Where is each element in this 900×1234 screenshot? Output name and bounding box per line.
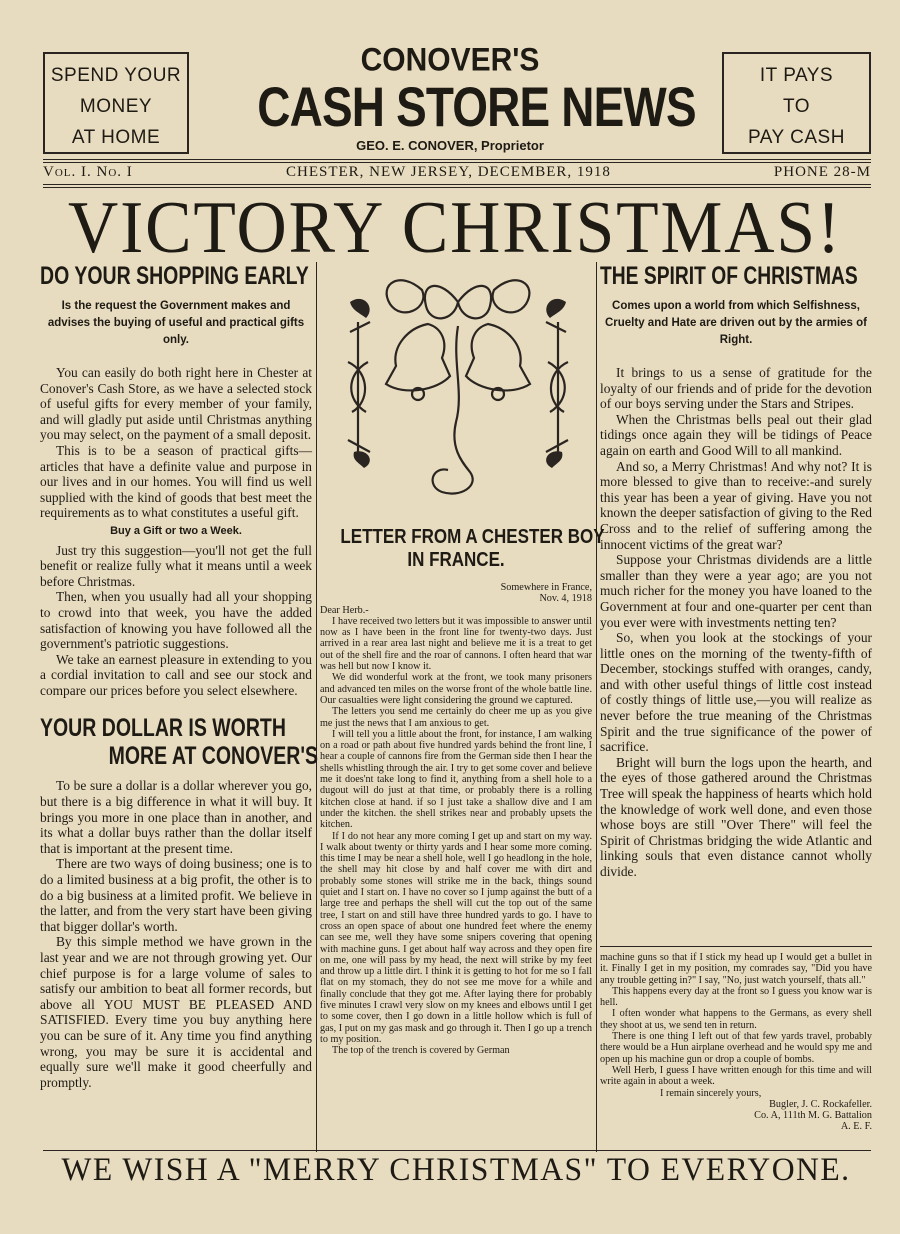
slogan-line: TO: [782, 96, 811, 117]
paragraph: Then, when you usually had all your shopping to crowd into that week, you have the added satisfaction of knowing you have followed all the government's patriotic suggestions.: [40, 589, 312, 652]
paragraph: So, when you look at the stockings of your little ones on the morning of the twenty-fifth of December, stockings stuffed with oranges, candy, and with other useful things of little cost instead of costly things of little use,—you will realize as never before the true meaning of the Christmas Spirit and the true significance of the power of sacrifice.: [600, 630, 872, 755]
article-body: [600, 365, 872, 880]
paragraph: It brings to us a sense of gratitude for the loyalty of our friends and of pride for the devotion of our boys serving under the Stars and Stripes.: [600, 365, 872, 412]
paragraph: When the Christmas bells peal out their glad tidings once again they will be tidings of Peace again on earth and Good Will to all mankind.: [600, 411, 872, 458]
place-date: CHESTER, NEW JERSEY, DECEMBER, 1918: [286, 164, 611, 180]
paragraph: Bright will burn the logs upon the hearth, and the eyes of those gathered around the Christmas Tree will speak the happiness of hearts which hold the knowledge of work well done, and even those whose boys are still "Over There" will feel the Spirit of Christmas bridging the wide Atlantic and linking souls that even distance cannot wholly divide.: [600, 754, 872, 879]
article-deck: Comes upon a world from which Selfishness, Cruelty and Hate are driven out by the armies of Right.: [604, 300, 867, 346]
article-headline: YOUR DOLLAR IS WORTH: [40, 714, 286, 743]
paragraph: There is one thing I left out of that few yards travel, probably there would be a Hun airplane overhead and he would spy me and open up his machine gun or drop a couple of bombs.: [600, 1031, 872, 1065]
masthead-title: CASH STORE NEWS: [257, 75, 696, 138]
slogan-line: SPEND YOUR: [50, 65, 182, 86]
slogan-line: AT HOME: [71, 127, 161, 148]
main-headline: VICTORY CHRISTMAS!: [67, 187, 843, 269]
paragraph: We take an earnest pleasure in extending to you a cordial invitation to call and see our stock and compare our prices before you select elsewhere.: [40, 651, 312, 698]
paragraph: Well Herb, I guess I have written enough for this time and will write again in about a week.: [600, 1064, 872, 1088]
column-divider: [596, 262, 597, 1152]
paragraph: If I do not hear any more coming I get up and start on my way. I walk about twenty or thirty yards and I hear some more coming. this time I may be near a shell hole, well I go headlong in the hole, the shell may hit close by and half cover me with dirt and probably some stones will strike me in the back, things sound quiet and I start on. I have no cover so I jump against the butt of a large tree and perhaps the shell will cut the top out of the same tree, I start on and still have three hundred yards to go. I have to cross an open space of about one hundred feet where the enemy can see me, well they have some snipers covering that opening with machine guns. I get about half way across and they open fire on me, one will pass by my head, the next will strike by my feet and throw up a little dirt. I think it is getting to hot for me so I fall flat on my stomach, they do not see me move for a while and finally conclude that they got me. After laying there for probably five minutes I crawl very slow on my knees and elbows until I get to some cover, then I go down in a little hollow which is full of gas, I put on my gas mask and go through it. Then I go up a trench to my position.: [320, 830, 592, 1045]
letter-closing: I remain sincerely yours,: [660, 1087, 762, 1099]
article-deck: Is the request the Government makes and advises the buying of useful and practical gifts only.: [47, 300, 305, 346]
masthead-rule-bottom: [43, 184, 871, 185]
article-body: [40, 778, 312, 1090]
left-column: [40, 262, 319, 1090]
article-headline: DO YOUR SHOPPING EARLY: [40, 262, 309, 290]
slogan-box-left: [43, 52, 189, 154]
letter-date: Nov. 4, 1918: [539, 593, 592, 605]
paragraph: To be sure a dollar is a dollar wherever you go, but there is a big difference in what it will buy. It brings you more in one place than in another, and its what a dollar buys rather than the dollar itself that is important at the present time.: [40, 778, 312, 856]
paragraph: The letters you send me certainly do cheer me up as you give me just the news that I am anxious to get.: [320, 706, 592, 729]
slogan-line: IT PAYS: [759, 65, 834, 86]
paragraph: machine guns so that if I stick my head up I would get a bullet in it. Finally I get in my position, my comrades say, "Did you have any trouble getting in?" I say, "No, just watch yourself, thats all.": [600, 952, 872, 986]
letter-signature-unit: Co. A, 111th M. G. Battalion: [754, 1110, 872, 1122]
article-body: [40, 365, 312, 698]
slogan-line: MONEY: [79, 96, 153, 117]
column-divider: [316, 262, 317, 1152]
paragraph: The top of the trench is covered by German: [332, 1045, 510, 1057]
letter-headline: LETTER FROM A CHESTER BOY: [340, 526, 605, 548]
masthead-rule-top: [43, 159, 871, 160]
letter-salutation: Dear Herb.-: [320, 604, 369, 616]
middle-column: [320, 526, 605, 1057]
right-column: [600, 262, 872, 880]
paragraph: By this simple method we have grown in the last year and we are not through growing yet. Our chief purpose is for a large volume of sales to satisfy our ambition to beat all former records, but above all YOU MUST BE PLEASED AND SATISFIED. Every time you buy anything here you can be sure of it. Any time you find anything wrong, you may be sure it is accidental and equally sure we'll make it good cheerfully and promptly.: [40, 934, 312, 1090]
article-headline-line2: MORE AT CONOVER'S: [108, 742, 319, 771]
paragraph: Just try this suggestion—you'll not get the full benefit or realize fully what it means until a week before Christmas.: [40, 542, 312, 589]
letter-body: [320, 582, 592, 1056]
article-headline: THE SPIRIT OF CHRISTMAS: [600, 262, 858, 290]
masthead-proprietor: GEO. E. CONOVER, Proprietor: [356, 138, 544, 153]
paragraph: I have received two letters but it was impossible to answer until now as I have been in the front line for twenty-two days. Just arrived in a rear area last night and believe me it is a treat to get out of the shell fire and the roar of cannons. I often heard that war was hell but now I know it.: [320, 615, 592, 673]
paragraph: This is to be a season of practical gifts—articles that have a definite value and purpose in our lives and in our homes. You will find us well supplied with the kind of goods that best meet the requirements as to what constitutes a useful gift.: [40, 442, 312, 521]
letter-continuation: [600, 952, 872, 1133]
dateline: [43, 164, 871, 182]
paragraph: Suppose your Christmas dividends are a little smaller than they were a year ago; are you not much richer for the money you have loaned to the Government at four and one-quarter per cent than you ever were with investments netting ten?: [600, 552, 872, 630]
paragraph: I often wonder what happens to the Germans, as every shell they shoot at us, we send ten in return.: [600, 1008, 872, 1031]
slogan-box-right: [722, 52, 871, 154]
footer-banner: WE WISH A "MERRY CHRISTMAS" TO EVERYONE.: [61, 1152, 851, 1188]
slogan-line: PAY CASH: [748, 127, 845, 148]
letter-signature-force: A. E. F.: [840, 1121, 872, 1133]
masthead-title-top: CONOVER'S: [360, 42, 540, 79]
phone-number: PHONE 28-M: [773, 164, 871, 180]
letter-place: Somewhere in France,: [500, 582, 592, 593]
footer-rule: [43, 1150, 871, 1151]
masthead-rule-top-2: [43, 162, 871, 163]
letter-continuation-rule: [600, 946, 872, 947]
paragraph: This happens every day at the front so I guess you know war is hell.: [600, 985, 872, 1009]
christmas-bells-illustration: [330, 262, 586, 506]
subheading: Buy a Gift or two a Week.: [110, 524, 242, 537]
paragraph: We did wonderful work at the front, we took many prisoners and advanced ten miles on the worse front of the whole battle line. Our casualties were light considering the ground we captured.: [320, 672, 592, 706]
paragraph: There are two ways of doing business; one is to do a limited business at a big profit, the other is to do a big business at a limited profit. We believe in the latter, and from the very start have been giving that bigger dollar's worth.: [40, 856, 312, 934]
paragraph: And so, a Merry Christmas! And why not? It is more blessed to give than to receive:-and surely this year has been a year of giving. Have you not known the deeper satisfaction of giving to the Red Cross and to the relief of suffering among the innocent victims of the great war?: [600, 458, 872, 552]
letter-headline-line2: IN FRANCE.: [407, 549, 505, 571]
paragraph: You can easily do both right here in Chester at Conover's Cash Store, as we have a selected stock of useful gifts for every member of your family, and will gladly put aside until Christmas anything you may select, on the payment of a small deposit.: [40, 365, 312, 443]
volume-number: Vol. I. No. I: [43, 164, 133, 180]
paragraph: I will tell you a little about the front, for instance, I am walking on a road or path about five hundred yards behind the front line, I hear a couple of cannons fire from the German side then I hear the shells whistling through the air. I try to get some cover and believe me it does'nt take long to find it, anything from a shell hole to a dugout will do just at that time, or probably there is a rolling kitchen close at hand. if so I just take a shallow dive and I am under the kitchen. the shell strikes near and probably upsets the kitchen.: [320, 728, 592, 831]
letter-signature: Bugler, J. C. Rockafeller.: [769, 1098, 872, 1110]
